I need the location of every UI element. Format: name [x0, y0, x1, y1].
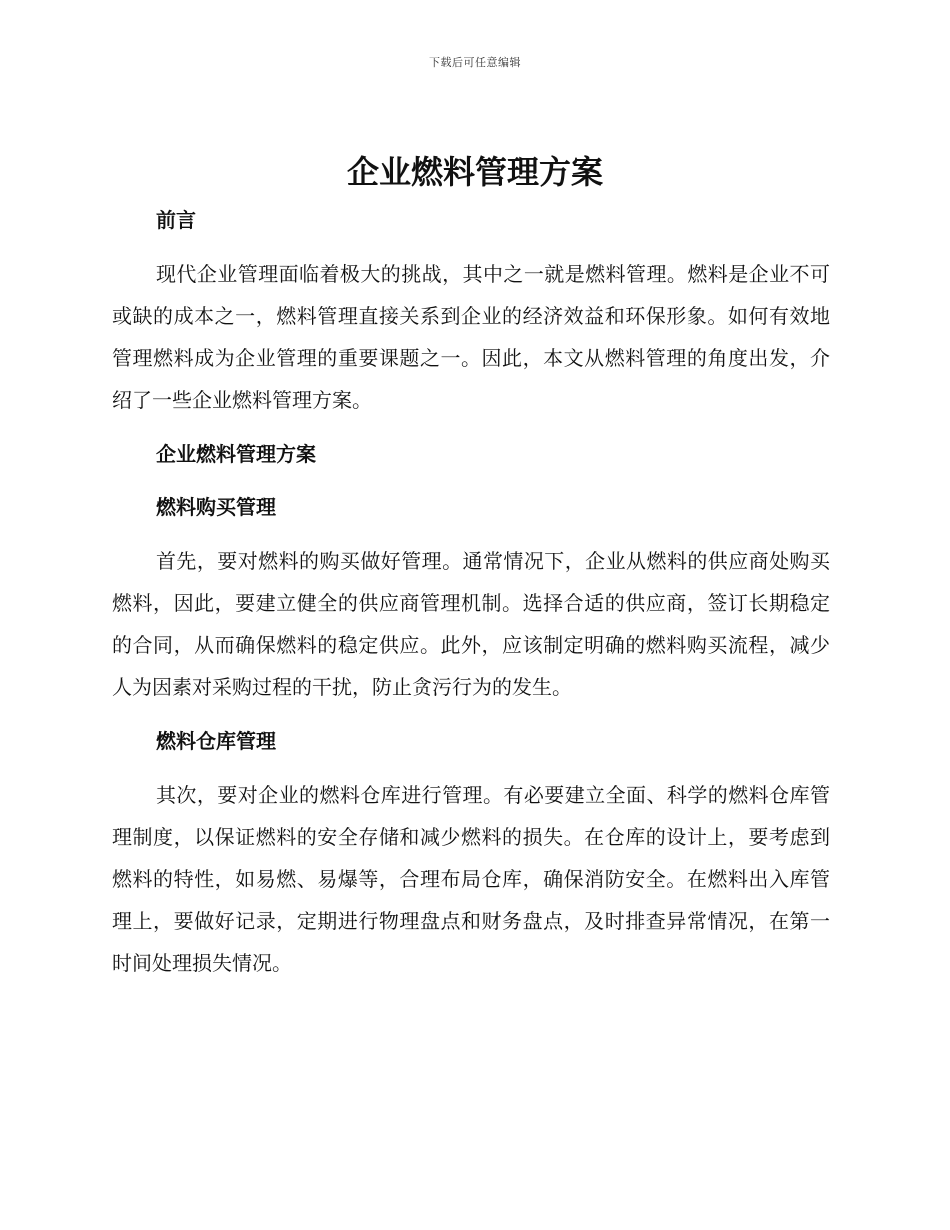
- heading-warehouse: 燃料仓库管理: [156, 729, 276, 753]
- heading-plan: 企业燃料管理方案: [156, 442, 316, 466]
- paragraph-purchase: 首先，要对燃料的购买做好管理。通常情况下，企业从燃料的供应商处购买燃料，因此，要建立健全的供应商管理机制。选择合适的供应商，签订长期稳定的合同，从而确保燃料的稳定供应。此外，应该制定明确的燃料购买流程，减少人为因素对采购过程的干扰，防止贪污行为的发生。: [112, 549, 830, 699]
- document-title: 企业燃料管理方案: [346, 153, 603, 191]
- paragraph-preface: 现代企业管理面临着极大的挑战，其中之一就是燃料管理。燃料是企业不可或缺的成本之一，燃料管理直接关系到企业的经济效益和环保形象。如何有效地管理燃料成为企业管理的重要课题之一。因此，本文从燃料管理的角度出发，介绍了一些企业燃料管理方案。: [112, 262, 830, 412]
- heading-purchase: 燃料购买管理: [156, 495, 276, 519]
- paragraph-warehouse: 其次，要对企业的燃料仓库进行管理。有必要建立全面、科学的燃料仓库管理制度，以保证燃料的安全存储和减少燃料的损失。在仓库的设计上，要考虑到燃料的特性，如易燃、易爆等，合理布局仓库，确保消防安全。在燃料出入库管理上，要做好记录，定期进行物理盘点和财务盘点，及时排查异常情况，在第一时间处理损失情况。: [112, 783, 830, 975]
- header-note: 下载后可任意编辑: [429, 56, 521, 69]
- heading-preface: 前言: [156, 208, 196, 232]
- document-body: [112, 200, 830, 984]
